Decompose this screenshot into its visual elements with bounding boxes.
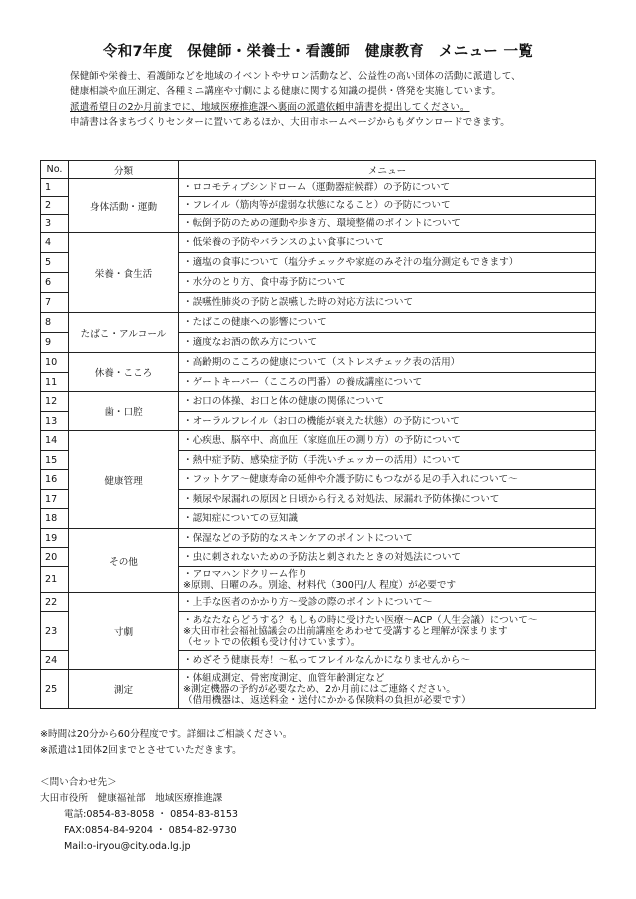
menu-item-cell (179, 451, 596, 470)
menu-item-cell (179, 197, 596, 215)
menu-item-text: ・体組成測定、骨密度測定、血管年齢測定など (183, 672, 385, 684)
intro-deadline-line: 派遣希望日の2か月前までに、地域医療推進課へ裏面の派遣依頼申請書を提出してください。 (70, 101, 470, 113)
intro-line: 保健師や栄養士、看護師などを地域のイベントやサロン活動など、公益性の高い団体の活動に派遣して、 (70, 71, 521, 82)
row-number: 9 (41, 333, 69, 353)
intro-text (70, 69, 590, 130)
row-number: 1 (41, 179, 69, 197)
menu-item-text: ・あなたならどうする？もしもの時に受けたい医療～ACP（人生会議）について～ (183, 614, 538, 626)
menu-item-text: ・お口の体操、お口と体の健康の関係について (183, 396, 385, 407)
menu-item-text: ・フレイル（筋肉等が虚弱な状態になること）の予防について (183, 200, 451, 211)
category-cell: 身体活動・運動 (69, 179, 179, 233)
contact-tel: 電話:0854-83-8058 ・ 0854-83-8153 (64, 809, 239, 820)
menu-item-cell (179, 651, 596, 670)
menu-item-text: ・適塩の食事について（塩分チェックや家庭のみそ汁の塩分測定もできます） (183, 257, 519, 268)
menu-item-cell (179, 373, 596, 392)
category-cell: 栄養・食生活 (69, 233, 179, 313)
menu-item-text: ・高齢期のこころの健康について（ストレスチェック表の活用） (183, 357, 461, 368)
menu-item-cell (179, 548, 596, 567)
menu-item-text: ・たばこの健康への影響について (183, 317, 327, 328)
row-number: 21 (41, 567, 69, 593)
menu-item-text: ・頻尿や尿漏れの原因と日頃から行える対処法、尿漏れ予防体操について (183, 493, 500, 505)
menu-item-text: ・ゲートキーパー（こころの門番）の養成講座について (183, 376, 423, 388)
menu-item-cell (179, 392, 596, 412)
menu-item-text: ※大田市社会福祉協議会の出前講座をあわせて受講すると理解が深まります (183, 625, 508, 637)
menu-item-text: ・適度なお酒の飲み方について (183, 337, 318, 348)
menu-item-text: ・熱中症予防、感染症予防（手洗いチェッカーの活用）について (183, 454, 461, 466)
category-cell: 歯・口腔 (69, 392, 179, 431)
row-number: 4 (41, 233, 69, 253)
note-line: ※時間は20分から60分程度です。詳細はご相談ください。 (40, 729, 293, 740)
menu-item-text: （借用機器は、返送料金・送付にかかる保険料の負担が必要です） (183, 694, 471, 706)
menu-item-text: ・フットケア～健康寿命の延伸や介護予防にもつながる足の手入れについて～ (183, 474, 518, 485)
row-number: 16 (41, 470, 69, 490)
page-title: 令和7年度 保健師・栄養士・看護師 健康教育 メニュー 一覧 (102, 44, 534, 60)
row-number: 18 (41, 509, 69, 529)
menu-item-cell (179, 567, 596, 593)
row-number: 20 (41, 548, 69, 567)
menu-item-text: ・転倒予防のための運動や歩き方、環境整備のポイントについて (183, 218, 462, 229)
menu-item-cell (179, 490, 596, 509)
row-number: 3 (41, 215, 69, 233)
row-number: 19 (41, 529, 69, 548)
table-row (41, 179, 596, 197)
menu-item-cell (179, 233, 596, 253)
row-number: 23 (41, 612, 69, 651)
table-row (41, 670, 596, 709)
row-number: 17 (41, 490, 69, 509)
table-row (41, 593, 596, 612)
row-number: 8 (41, 313, 69, 333)
menu-item-cell (179, 313, 596, 333)
menu-item-cell (179, 612, 596, 651)
table-header-row (41, 161, 596, 179)
menu-item-text: ・心疾患、脳卒中、高血圧（家庭血圧の測り方）の予防について (183, 435, 462, 446)
menu-item-cell (179, 273, 596, 293)
menu-item-text: （セットでの依頼も受け付けています）。 (183, 636, 361, 648)
row-number: 24 (41, 651, 69, 670)
menu-item-cell (179, 353, 596, 373)
row-number: 7 (41, 293, 69, 313)
table-row (41, 233, 596, 253)
menu-item-text: ・認知症についての豆知識 (183, 513, 298, 524)
menu-item-text: ・オーラルフレイル（お口の機能が衰えた状態）の予防について (183, 415, 460, 427)
header-menu: メニュー (179, 161, 596, 179)
row-number: 22 (41, 593, 69, 612)
row-number: 11 (41, 373, 69, 392)
menu-item-cell (179, 179, 596, 197)
category-cell: たばこ・アルコール (69, 313, 179, 353)
contact-heading: ＜問い合わせ先＞ (40, 777, 117, 788)
notes (40, 727, 292, 759)
menu-item-text: ・ロコモティブシンドローム（運動器症候群）の予防について (183, 182, 451, 193)
menu-item-cell (179, 215, 596, 233)
row-number: 12 (41, 392, 69, 412)
row-number: 15 (41, 451, 69, 470)
menu-item-cell (179, 529, 596, 548)
header-no: No. (41, 161, 69, 179)
row-number: 14 (41, 431, 69, 451)
menu-item-text: ・めざそう健康長寿！～私ってフレイルなんかになりませんから～ (183, 654, 470, 666)
table-row (41, 529, 596, 548)
menu-item-text: ※測定機器の予約が必要なため、2か月前にはご連絡ください。 (183, 683, 456, 695)
row-number: 6 (41, 273, 69, 293)
category-cell: その他 (69, 529, 179, 593)
row-number: 25 (41, 670, 69, 709)
menu-item-cell (179, 293, 596, 313)
menu-item-text: ※原則、日曜のみ。別途、材料代（300円/人 程度）が必要です (183, 579, 457, 591)
contact-fax: FAX:0854-84-9204 ・ 0854-82-9730 (64, 825, 237, 836)
row-number: 10 (41, 353, 69, 373)
contact-mail: Mail:o-iryou@city.oda.lg.jp (64, 841, 191, 852)
menu-item-cell (179, 431, 596, 451)
menu-item-text: ・水分のとり方、食中毒予防について (183, 277, 346, 288)
row-number: 2 (41, 197, 69, 215)
table-row (41, 392, 596, 412)
category-cell: 健康管理 (69, 431, 179, 529)
intro-line: 申請書は各まちづくりセンターに置いてあるほか、大田市ホームページからもダウンロードできます。 (70, 116, 510, 128)
menu-item-cell (179, 470, 596, 490)
header-category: 分類 (69, 161, 179, 179)
menu-item-text: ・保湿などの予防的なスキンケアのポイントについて (183, 532, 413, 544)
table-row (41, 431, 596, 451)
menu-item-text: ・低栄養の予防やバランスのよい食事について (183, 237, 384, 248)
menu-item-text: ・上手な医者のかかり方～受診の際のポイントについて～ (183, 596, 433, 608)
category-cell: 測定 (69, 670, 179, 709)
menu-item-cell (179, 253, 596, 273)
intro-line: 健康相談や血圧測定、各種ミニ講座や寸劇による健康に関する知識の提供・啓発を実施しています。 (70, 86, 501, 98)
menu-item-text: ・虫に刺されないための予防法と刺されたときの対処法について (183, 551, 462, 563)
category-cell: 寸劇 (69, 593, 179, 670)
menu-item-cell (179, 593, 596, 612)
row-number: 13 (41, 412, 69, 431)
menu-item-cell (179, 333, 596, 353)
menu-item-text: ・誤嚥性肺炎の予防と誤嚥した時の対応方法について (183, 297, 414, 308)
category-cell: 休養・こころ (69, 353, 179, 392)
row-number: 5 (41, 253, 69, 273)
contact-org: 大田市役所 健康福祉部 地域医療推進課 (40, 793, 223, 804)
table-row (41, 353, 596, 373)
note-line: ※派遣は1団体2回までとさせていただきます。 (40, 745, 242, 756)
menu-item-cell (179, 509, 596, 529)
menu-item-cell (179, 412, 596, 431)
menu-item-text: ・アロマハンドクリーム作り (183, 568, 308, 580)
table-row (41, 313, 596, 333)
contact-info (40, 775, 238, 855)
menu-item-cell (179, 670, 596, 709)
menu-table (40, 160, 596, 709)
